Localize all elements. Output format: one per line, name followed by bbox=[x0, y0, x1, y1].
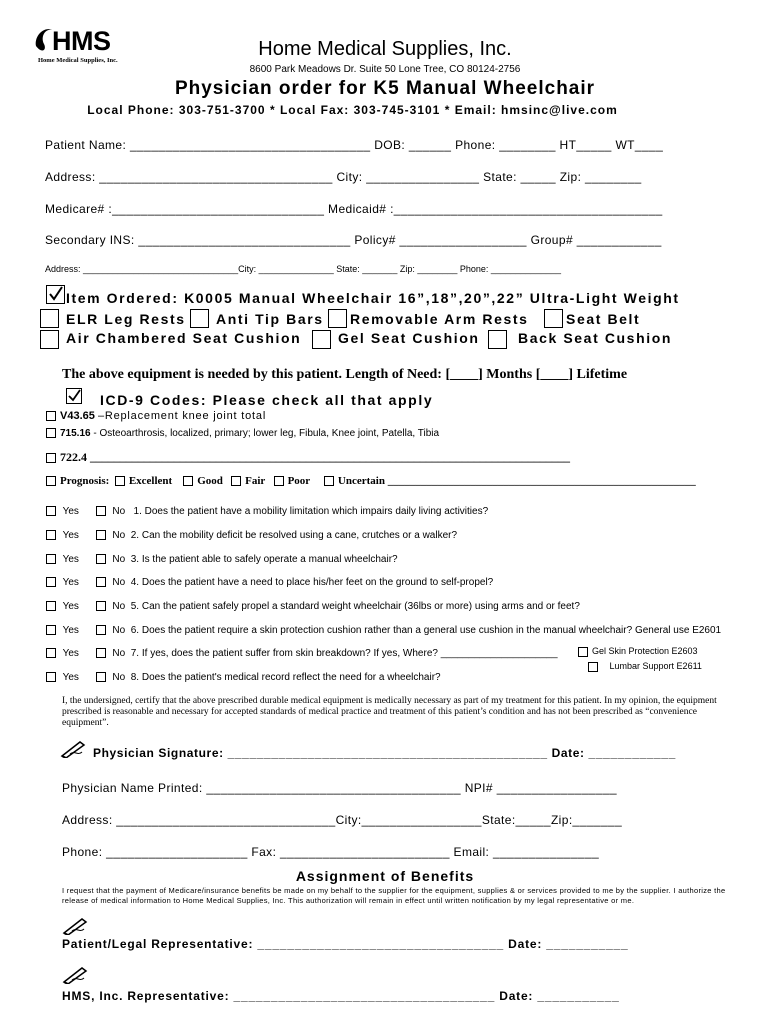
yes-checkbox[interactable] bbox=[46, 530, 56, 540]
no-checkbox[interactable] bbox=[96, 506, 106, 516]
yes-checkbox[interactable] bbox=[46, 577, 56, 587]
icd-title: ICD-9 Codes: Please check all that apply bbox=[100, 392, 434, 408]
checkbox-fair[interactable] bbox=[231, 476, 241, 486]
prognosis-row: Prognosis: Excellent Good Fair Poor Uncertain ________________________________________________________ bbox=[46, 475, 696, 487]
checkbox[interactable] bbox=[46, 411, 56, 421]
back-cushion-label: Back Seat Cushion bbox=[518, 330, 673, 346]
company-name: Home Medical Supplies, Inc. bbox=[258, 38, 512, 60]
checkbox[interactable] bbox=[46, 476, 56, 486]
yes-checkbox[interactable] bbox=[46, 648, 56, 658]
item-ordered-text: Item Ordered: K0005 Manual Wheelchair 16”,18”,20”,22” Ultra-Light Weight bbox=[66, 290, 680, 306]
contact-line: Local Phone: 303-751-3700 * Local Fax: 303-745-3101 * Email: hmsinc@live.com bbox=[87, 103, 618, 117]
air-cushion-label: Air Chambered Seat Cushion bbox=[66, 330, 302, 346]
hms-signature-line[interactable]: HMS, Inc. Representative: ___________________________________ Date: ___________ bbox=[62, 989, 620, 1003]
no-checkbox[interactable] bbox=[96, 672, 106, 682]
gel-skin-checkbox[interactable] bbox=[578, 647, 588, 657]
question-7: Yes No 7. If yes, does the patient suffer from skin breakdown? If yes, Where? _____________________ bbox=[46, 648, 558, 659]
patient-address-line[interactable]: Address: _________________________________ City: ________________ State: _____ Zip: ________ bbox=[45, 170, 642, 184]
elr-checkbox[interactable] bbox=[40, 309, 59, 328]
pen-icon bbox=[60, 740, 86, 763]
yes-checkbox[interactable] bbox=[46, 506, 56, 516]
no-checkbox[interactable] bbox=[96, 648, 106, 658]
no-checkbox[interactable] bbox=[96, 625, 106, 635]
secondary-address-line[interactable]: Address: _______________________________City: _______________ State: _______ Zip: ________ Phone: ______________ bbox=[45, 264, 561, 274]
checkbox-uncertain[interactable] bbox=[324, 476, 334, 486]
checkmark-icon bbox=[47, 286, 64, 303]
lumbar-option: Lumbar Support E2611 bbox=[588, 661, 702, 672]
question-3: Yes No 3. Is the patient able to safely operate a manual wheelchair? bbox=[46, 554, 398, 565]
icd-checkbox[interactable] bbox=[66, 387, 82, 405]
checkbox[interactable] bbox=[46, 428, 56, 438]
elr-label: ELR Leg Rests bbox=[66, 311, 186, 327]
secondary-ins-line[interactable]: Secondary INS: ______________________________ Policy# __________________ Group# ____________ bbox=[45, 233, 662, 247]
logo-text: HMS bbox=[52, 26, 111, 56]
physician-phone-line[interactable]: Phone: ____________________ Fax: ________________________ Email: _______________ bbox=[62, 845, 600, 859]
checkmark-icon bbox=[67, 389, 81, 403]
gel-cushion-label: Gel Seat Cushion bbox=[338, 330, 480, 346]
physician-address-line[interactable]: Address: _______________________________City:_________________State:_____Zip:_______ bbox=[62, 813, 623, 827]
form-title: Physician order for K5 Manual Wheelchair bbox=[174, 78, 596, 99]
icd-code-3[interactable]: 722.4 ________________________________________________________________________________ bbox=[46, 450, 570, 465]
no-checkbox[interactable] bbox=[96, 577, 106, 587]
gel-cushion-checkbox[interactable] bbox=[312, 330, 331, 349]
question-2: Yes No 2. Can the mobility deficit be resolved using a cane, crutches or a walker? bbox=[46, 530, 457, 541]
gel-skin-option: Gel Skin Protection E2603 bbox=[578, 646, 698, 657]
question-8: Yes No 8. Does the patient's medical record reflect the need for a wheelchair? bbox=[46, 672, 441, 683]
company-address: 8600 Park Meadows Dr. Suite 50 Lone Tree, CO 80124-2756 bbox=[249, 64, 521, 75]
item-ordered-checkbox[interactable] bbox=[46, 285, 65, 304]
question-6: Yes No 6. Does the patient require a skin protection cushion rather than a general use cushion in the manual wheelchair? General use E2601 bbox=[46, 625, 721, 636]
no-checkbox[interactable] bbox=[96, 554, 106, 564]
air-cushion-checkbox[interactable] bbox=[40, 330, 59, 349]
checkbox[interactable] bbox=[46, 453, 56, 463]
certification-text: I, the undersigned, certify that the above prescribed durable medical equipment is medically necessary as part of my treatment for this patient. In my opinion, the equipment prescribed is reasonable and necessary for accepted standards of medical practice and treatment of this patient’s condition and has not been prescribed as “convenience equipment”. bbox=[62, 696, 717, 728]
yes-checkbox[interactable] bbox=[46, 625, 56, 635]
benefits-title: Assignment of Benefits bbox=[295, 868, 475, 884]
physician-name-line[interactable]: Physician Name Printed: ____________________________________ NPI# _________________ bbox=[62, 781, 617, 795]
checkbox-excellent[interactable] bbox=[115, 476, 125, 486]
anti-tip-checkbox[interactable] bbox=[190, 309, 209, 328]
anti-tip-label: Anti Tip Bars bbox=[216, 311, 324, 327]
yes-checkbox[interactable] bbox=[46, 601, 56, 611]
question-4: Yes No 4. Does the patient have a need to place his/her feet on the ground to self-propel? bbox=[46, 577, 493, 588]
logo-subtitle: Home Medical Supplies, Inc. bbox=[38, 57, 118, 64]
yes-checkbox[interactable] bbox=[46, 672, 56, 682]
yes-checkbox[interactable] bbox=[46, 554, 56, 564]
medicare-line[interactable]: Medicare# :______________________________ Medicaid# :______________________________________ bbox=[45, 202, 663, 216]
question-1: Yes No 1. Does the patient have a mobility limitation which impairs daily living activities? bbox=[46, 506, 488, 517]
checkbox-poor[interactable] bbox=[274, 476, 284, 486]
no-checkbox[interactable] bbox=[96, 530, 106, 540]
removable-arm-label: Removable Arm Rests bbox=[350, 311, 529, 327]
length-of-need[interactable]: The above equipment is needed by this patient. Length of Need: [____] Months [____] Lifetime bbox=[62, 367, 628, 382]
patient-name-line[interactable]: Patient Name: __________________________________ DOB: ______ Phone: ________ HT_____ WT____ bbox=[45, 138, 664, 152]
pen-icon bbox=[62, 966, 88, 989]
seat-belt-label: Seat Belt bbox=[566, 311, 641, 327]
no-checkbox[interactable] bbox=[96, 601, 106, 611]
patient-signature-line[interactable]: Patient/Legal Representative: _________________________________ Date: ___________ bbox=[62, 937, 629, 951]
back-cushion-checkbox[interactable] bbox=[488, 330, 507, 349]
removable-arm-checkbox[interactable] bbox=[328, 309, 347, 328]
checkbox-good[interactable] bbox=[183, 476, 193, 486]
seat-belt-checkbox[interactable] bbox=[544, 309, 563, 328]
icd-code-1[interactable]: V43.65 –Replacement knee joint total bbox=[46, 410, 266, 422]
question-5: Yes No 5. Can the patient safely propel a standard weight wheelchair (36lbs or more) using arms and or feet? bbox=[46, 601, 580, 612]
physician-signature-line[interactable]: Physician Signature: ____________________________________________ Date: ____________ bbox=[93, 746, 676, 760]
benefits-text: I request that the payment of Medicare/insurance benefits be made on my behalf to the supplier for the equipment, supplies & or services provided to me by the supplier. I authorize the release of medical information to Home Medical Supplies, Inc. This authorization will remain in effect until written notification by my legal representative or me. bbox=[62, 886, 726, 905]
lumbar-checkbox[interactable] bbox=[588, 662, 598, 672]
icd-code-2[interactable]: 715.16 - Osteoarthrosis, localized, primary; lower leg, Fibula, Knee joint, Patella, Tibia bbox=[46, 428, 439, 439]
